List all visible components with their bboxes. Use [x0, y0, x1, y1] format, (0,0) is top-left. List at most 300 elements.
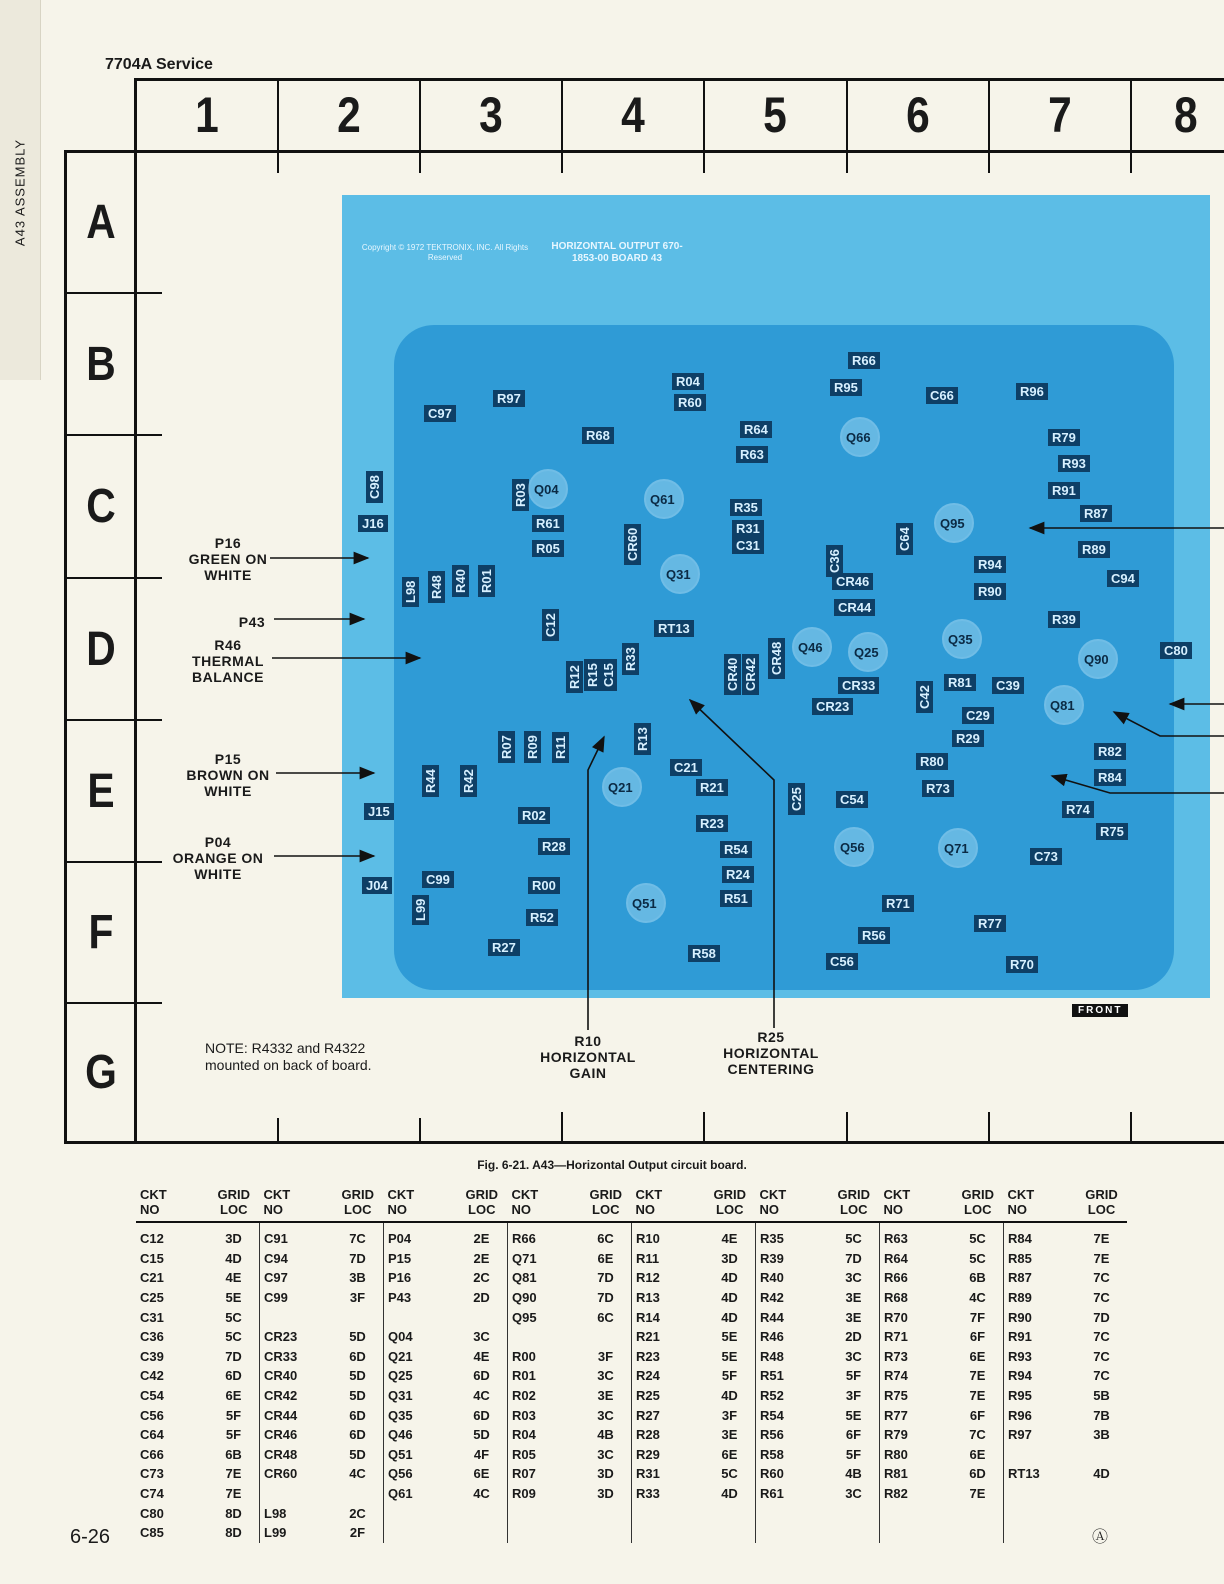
table-row — [136, 1268, 1127, 1288]
ckt-no-cell — [756, 1503, 829, 1523]
ckt-no-cell — [1004, 1503, 1077, 1523]
revision-mark: Ⓐ — [1092, 1529, 1109, 1546]
component-label-r56: R56 — [858, 927, 890, 944]
grid-loc-cell: 5E — [704, 1347, 756, 1367]
component-label-c15: C15 — [600, 659, 617, 691]
table-header-grid: GRID LOC — [332, 1187, 384, 1222]
component-label-q21: Q21 — [608, 780, 633, 795]
grid-loc-cell: 3B — [332, 1268, 384, 1288]
component-label-r02: R02 — [518, 807, 550, 824]
ckt-no-cell: Q35 — [388, 1407, 413, 1423]
table-row — [136, 1523, 1127, 1543]
component-label-r11: R11 — [552, 732, 569, 763]
ckt-no-cell: R03 — [512, 1407, 536, 1423]
table-row — [136, 1347, 1127, 1367]
grid-loc-cell: 6D — [332, 1405, 384, 1425]
ckt-no-cell: R11 — [636, 1250, 660, 1266]
callout-p16: P16 GREEN ON WHITE — [188, 535, 268, 583]
grid-loc-cell: 6B — [208, 1445, 260, 1465]
grid-loc-cell: 6D — [332, 1347, 384, 1367]
ckt-no-cell: C39 — [140, 1348, 164, 1364]
grid-loc-cell: 7E — [952, 1484, 1004, 1504]
component-label-j16: J16 — [358, 515, 388, 532]
ckt-no-cell: R91 — [1008, 1329, 1032, 1345]
component-label-c98: C98 — [366, 471, 383, 503]
ckt-no-cell: RT13 — [1008, 1466, 1040, 1482]
ckt-no-cell: P04 — [388, 1231, 412, 1247]
ckt-no-cell: R73 — [884, 1348, 908, 1364]
grid-row-e: E — [87, 764, 115, 818]
ckt-no-cell — [384, 1523, 457, 1543]
callout-p15: P15 BROWN ON WHITE — [186, 751, 270, 799]
component-label-r70: R70 — [1006, 956, 1038, 973]
ckt-no-cell — [632, 1503, 705, 1523]
grid-loc-cell: 6D — [208, 1366, 260, 1386]
component-label-r87: R87 — [1080, 505, 1112, 522]
grid-loc-cell: 2D — [456, 1288, 508, 1308]
ckt-no-cell: R66 — [512, 1231, 536, 1247]
table-row — [136, 1464, 1127, 1484]
component-label-cr46: CR46 — [832, 573, 873, 590]
grid-loc-cell: 4B — [828, 1464, 880, 1484]
ckt-no-cell: Q25 — [388, 1368, 413, 1384]
callout-r46: R46 THERMAL BALANCE — [192, 637, 264, 685]
grid-loc-cell: 3C — [828, 1484, 880, 1504]
table-header-grid: GRID LOC — [208, 1187, 260, 1222]
ckt-no-cell: R31 — [636, 1466, 660, 1482]
grid-loc-cell: 6F — [952, 1327, 1004, 1347]
ckt-no-cell: R75 — [884, 1388, 908, 1404]
grid-loc-cell: 6D — [952, 1464, 1004, 1484]
ckt-no-cell: R95 — [1008, 1388, 1032, 1404]
grid-loc-cell: 7E — [1093, 1231, 1110, 1247]
ckt-no-cell: R81 — [884, 1466, 908, 1482]
component-label-q95: Q95 — [940, 516, 965, 531]
grid-row-c: C — [86, 480, 116, 533]
ckt-no-cell: C99 — [264, 1290, 288, 1306]
grid-loc-cell: 5F — [208, 1405, 260, 1425]
grid-loc-cell: 5D — [332, 1445, 384, 1465]
ckt-no-cell: C73 — [140, 1466, 164, 1482]
grid-loc-cell: 6D — [456, 1405, 508, 1425]
component-label-r63: R63 — [736, 446, 768, 463]
grid-loc-cell: 7D — [208, 1347, 260, 1367]
grid-loc-cell: 6F — [828, 1425, 880, 1445]
grid-loc-cell: 5C — [952, 1222, 1004, 1249]
component-label-q66: Q66 — [846, 430, 871, 445]
ckt-no-cell: R58 — [760, 1446, 784, 1462]
table-header-ckt: CKT NO — [260, 1187, 333, 1222]
ckt-no-cell: CR46 — [264, 1427, 298, 1443]
component-label-r82: R82 — [1094, 743, 1126, 760]
grid-loc-cell: 7C — [1093, 1329, 1110, 1345]
table-row — [136, 1445, 1127, 1465]
table-row — [136, 1222, 1127, 1249]
component-label-c64: C64 — [896, 523, 913, 555]
component-label-c21: C21 — [670, 759, 702, 776]
component-label-c97: C97 — [424, 405, 456, 422]
grid-row-d: D — [86, 622, 116, 676]
component-label-c56: C56 — [826, 953, 858, 970]
ckt-no-cell: P15 — [388, 1250, 412, 1266]
ckt-no-cell: R74 — [884, 1368, 908, 1384]
grid-loc-cell: 7C — [1093, 1348, 1110, 1364]
component-label-cr40: CR40 — [724, 654, 741, 695]
component-label-r13: R13 — [634, 723, 651, 755]
ckt-no-cell: R77 — [884, 1407, 908, 1423]
grid-col-7: 7 — [1048, 87, 1072, 143]
component-label-r95: R95 — [830, 379, 862, 396]
grid-loc-cell — [456, 1523, 508, 1543]
ckt-no-cell: R89 — [1008, 1290, 1032, 1306]
component-label-r01: R01 — [478, 565, 495, 597]
page-header-title: 7704A Service — [105, 56, 213, 73]
component-label-l99: L99 — [412, 895, 429, 925]
ckt-no-cell: R13 — [636, 1290, 660, 1306]
table-row — [136, 1405, 1127, 1425]
component-label-r84: R84 — [1094, 769, 1126, 786]
component-label-cr60: CR60 — [624, 524, 641, 565]
ckt-no-cell: R04 — [512, 1427, 536, 1443]
grid-loc-cell — [580, 1503, 632, 1523]
ckt-no-cell: R42 — [760, 1290, 784, 1306]
ckt-no-cell: C12 — [140, 1231, 164, 1247]
ckt-no-cell: R52 — [760, 1388, 784, 1404]
grid-loc-cell: 7B — [1093, 1407, 1110, 1423]
component-label-cr42: CR42 — [742, 654, 759, 695]
component-label-q71: Q71 — [944, 841, 969, 856]
ckt-no-cell — [508, 1503, 581, 1523]
table-row — [136, 1503, 1127, 1523]
ckt-no-cell — [260, 1484, 333, 1504]
component-label-j15: J15 — [364, 803, 394, 820]
ckt-no-cell: R94 — [1008, 1368, 1032, 1384]
grid-loc-cell: 8D — [208, 1523, 260, 1543]
ckt-no-cell: R21 — [636, 1329, 660, 1345]
grid-loc-cell: 5B — [1093, 1388, 1110, 1404]
ckt-no-cell: Q90 — [512, 1290, 537, 1306]
grid-loc-cell: 2C — [456, 1268, 508, 1288]
grid-loc-cell: 4D — [704, 1268, 756, 1288]
ckt-no-cell: Q71 — [512, 1250, 537, 1266]
grid-loc-cell: 6D — [456, 1366, 508, 1386]
component-label-c39: C39 — [992, 677, 1024, 694]
component-label-r04: R04 — [672, 373, 704, 390]
ckt-no-cell — [1004, 1445, 1077, 1465]
grid-loc-cell: 4D — [704, 1288, 756, 1308]
table-row — [136, 1425, 1127, 1445]
grid-loc-cell: 7D — [1093, 1309, 1110, 1325]
grid-loc-cell: 4D — [704, 1386, 756, 1406]
callout-r10: R10 HORIZONTAL GAIN — [540, 1033, 636, 1081]
component-label-c54: C54 — [836, 791, 868, 808]
grid-loc-cell: 3C — [580, 1405, 632, 1425]
ckt-no-cell — [1004, 1523, 1077, 1543]
ckt-no-cell: L99 — [264, 1525, 287, 1541]
grid-loc-cell: 4E — [456, 1347, 508, 1367]
ckt-no-cell: CR42 — [264, 1388, 298, 1404]
component-label-cr44: CR44 — [834, 599, 875, 616]
ckt-no-cell: R29 — [636, 1446, 660, 1462]
ckt-no-cell: R80 — [884, 1446, 908, 1462]
grid-loc-cell: 2F — [332, 1523, 384, 1543]
grid-col-2: 2 — [337, 87, 361, 143]
grid-loc-cell: 7C — [332, 1222, 384, 1249]
component-label-r80: R80 — [916, 753, 948, 770]
figure-caption: Fig. 6-21. A43—Horizontal Output circuit board. — [477, 1158, 747, 1172]
ckt-no-cell: C21 — [140, 1270, 164, 1286]
component-label-r89: R89 — [1078, 541, 1110, 558]
grid-loc-cell: 3E — [704, 1425, 756, 1445]
grid-loc-cell: 3C — [828, 1347, 880, 1367]
grid-col-8: 8 — [1174, 87, 1198, 143]
ckt-no-cell — [384, 1503, 457, 1523]
component-label-c66: C66 — [926, 387, 958, 404]
ckt-no-cell: R87 — [1008, 1270, 1032, 1286]
ckt-no-cell: R07 — [512, 1466, 536, 1482]
ckt-no-cell: R35 — [760, 1231, 784, 1247]
grid-loc-cell — [580, 1327, 632, 1347]
board-note: NOTE: R4332 and R4322 mounted on back of board. — [205, 1040, 372, 1073]
ckt-no-cell: Q21 — [388, 1348, 413, 1364]
table-row — [136, 1327, 1127, 1347]
component-label-r12: R12 — [566, 661, 583, 693]
ckt-no-cell — [1004, 1484, 1077, 1504]
component-label-l98: L98 — [402, 577, 419, 607]
component-label-cr33: CR33 — [838, 677, 879, 694]
component-label-r68: R68 — [582, 427, 614, 444]
ckt-no-cell: R51 — [760, 1368, 784, 1384]
grid-loc-cell: 5F — [208, 1425, 260, 1445]
grid-loc-cell: 3E — [580, 1386, 632, 1406]
component-label-r77: R77 — [974, 915, 1006, 932]
grid-loc-cell: 5D — [332, 1327, 384, 1347]
ckt-no-cell: P43 — [388, 1290, 412, 1306]
component-label-c12: C12 — [542, 609, 559, 641]
ckt-no-cell: R48 — [760, 1348, 784, 1364]
ckt-no-cell: R84 — [1008, 1231, 1032, 1247]
component-label-c31: C31 — [732, 537, 764, 554]
grid-loc-cell: 3C — [580, 1366, 632, 1386]
component-label-r15: R15 — [584, 659, 601, 691]
component-label-r61: R61 — [532, 515, 564, 532]
ckt-no-cell: CR44 — [264, 1407, 298, 1423]
ckt-no-cell: R01 — [512, 1368, 536, 1384]
ckt-no-cell: R82 — [884, 1486, 908, 1502]
component-label-c42: C42 — [916, 681, 933, 713]
component-label-r51: R51 — [720, 890, 752, 907]
grid-loc-cell: 5E — [208, 1288, 260, 1308]
ckt-no-cell — [880, 1523, 953, 1543]
ckt-no-cell: R14 — [636, 1309, 660, 1325]
grid-loc-cell: 4D — [704, 1484, 756, 1504]
grid-loc-cell — [828, 1503, 880, 1523]
component-label-c73: C73 — [1030, 848, 1062, 865]
component-label-r73: R73 — [922, 780, 954, 797]
ckt-no-cell — [632, 1523, 705, 1543]
component-label-r24: R24 — [722, 866, 754, 883]
grid-loc-cell: 7E — [208, 1464, 260, 1484]
grid-row-b: B — [86, 337, 116, 391]
ckt-no-cell: Q81 — [512, 1270, 537, 1286]
ckt-no-cell: CR48 — [264, 1446, 298, 1462]
callout-p43: P43 — [238, 614, 266, 630]
ckt-no-cell: Q46 — [388, 1427, 413, 1443]
component-label-r52: R52 — [526, 909, 558, 926]
table-header-ckt: CKT NO — [1004, 1187, 1077, 1222]
ckt-no-cell: R39 — [760, 1250, 784, 1266]
component-label-r31: R31 — [732, 520, 764, 537]
component-label-q46: Q46 — [798, 640, 823, 655]
component-label-r09: R09 — [524, 731, 541, 763]
component-label-c94: C94 — [1107, 570, 1139, 587]
grid-loc-cell: 7D — [580, 1268, 632, 1288]
grid-loc-cell: 3E — [828, 1288, 880, 1308]
grid-col-6: 6 — [906, 87, 930, 143]
ckt-no-cell: R25 — [636, 1388, 660, 1404]
side-tab-label: A43 ASSEMBLY — [12, 138, 28, 247]
grid-loc-cell: 4E — [208, 1268, 260, 1288]
grid-loc-cell: 5C — [208, 1307, 260, 1327]
ckt-no-cell — [508, 1327, 581, 1347]
grid-loc-cell: 7E — [952, 1386, 1004, 1406]
grid-col-4: 4 — [621, 87, 645, 143]
component-label-r71: R71 — [882, 895, 914, 912]
ckt-no-cell: CR40 — [264, 1368, 298, 1384]
component-label-r29: R29 — [952, 730, 984, 747]
grid-loc-cell: 7D — [332, 1249, 384, 1269]
grid-loc-cell: 4C — [456, 1484, 508, 1504]
ckt-no-cell — [260, 1307, 333, 1327]
grid-loc-cell — [1076, 1484, 1127, 1504]
ckt-no-cell: R09 — [512, 1486, 536, 1502]
component-label-r64: R64 — [740, 421, 772, 438]
grid-loc-cell: 5C — [952, 1249, 1004, 1269]
component-label-rt13: RT13 — [654, 620, 694, 637]
grid-loc-cell: 5E — [704, 1327, 756, 1347]
component-label-r93: R93 — [1058, 455, 1090, 472]
ckt-no-cell: R56 — [760, 1427, 784, 1443]
grid-loc-cell: 3F — [704, 1405, 756, 1425]
ckt-no-cell — [384, 1307, 457, 1327]
ckt-no-cell: R23 — [636, 1348, 660, 1364]
grid-loc-cell: 6E — [704, 1445, 756, 1465]
grid-loc-cell — [952, 1503, 1004, 1523]
component-label-r97: R97 — [493, 390, 525, 407]
grid-loc-cell — [456, 1503, 508, 1523]
grid-loc-cell: 4D — [1093, 1466, 1110, 1482]
ckt-no-cell: Q31 — [388, 1388, 413, 1404]
ckt-no-cell: C42 — [140, 1368, 164, 1384]
grid-row-f: F — [88, 906, 114, 959]
grid-loc-cell: 3B — [1093, 1427, 1110, 1443]
grid-loc-cell — [952, 1523, 1004, 1543]
component-label-r66: R66 — [848, 352, 880, 369]
grid-loc-cell: 5F — [704, 1366, 756, 1386]
component-label-r44: R44 — [422, 765, 439, 797]
grid-loc-cell: 4C — [952, 1288, 1004, 1308]
component-label-r79: R79 — [1048, 429, 1080, 446]
table-header-grid: GRID LOC — [456, 1187, 508, 1222]
grid-loc-cell: 3D — [704, 1249, 756, 1269]
ckt-no-cell: R28 — [636, 1427, 660, 1443]
callout-p04: P04 ORANGE ON WHITE — [172, 834, 264, 882]
ckt-no-cell: CR33 — [264, 1348, 298, 1364]
component-label-q56: Q56 — [840, 840, 865, 855]
ckt-no-cell: C56 — [140, 1407, 164, 1423]
grid-loc-cell — [1076, 1503, 1127, 1523]
grid-col-5: 5 — [763, 87, 787, 143]
grid-loc-cell: 7D — [828, 1249, 880, 1269]
component-label-c25: C25 — [788, 783, 805, 815]
component-label-q25: Q25 — [854, 645, 879, 660]
grid-loc-cell: 7C — [1093, 1290, 1110, 1306]
table-header-ckt: CKT NO — [756, 1187, 829, 1222]
table-row — [136, 1386, 1127, 1406]
component-label-r96: R96 — [1016, 383, 1048, 400]
grid-row-a: A — [86, 195, 116, 249]
ckt-no-cell: R33 — [636, 1486, 660, 1502]
grid-loc-cell: 5F — [828, 1366, 880, 1386]
ckt-no-cell: L98 — [264, 1505, 287, 1521]
grid-loc-cell: 2D — [828, 1327, 880, 1347]
ckt-no-cell: R60 — [760, 1466, 784, 1482]
table-header-ckt: CKT NO — [384, 1187, 457, 1222]
grid-loc-cell: 3E — [828, 1307, 880, 1327]
grid-loc-cell: 6B — [952, 1268, 1004, 1288]
grid-loc-cell: 7E — [208, 1484, 260, 1504]
grid-loc-cell — [332, 1307, 384, 1327]
ckt-no-cell: C74 — [140, 1486, 164, 1502]
grid-loc-cell: 3F — [332, 1288, 384, 1308]
component-label-r48: R48 — [428, 571, 445, 603]
ckt-no-cell: R10 — [636, 1231, 660, 1247]
ckt-no-cell: R64 — [884, 1250, 908, 1266]
table-header-ckt: CKT NO — [880, 1187, 953, 1222]
grid-loc-cell: 7C — [1093, 1368, 1110, 1384]
component-label-q31: Q31 — [666, 567, 691, 582]
table-row — [136, 1249, 1127, 1269]
grid-loc-cell — [704, 1523, 756, 1543]
callout-r25: R25 HORIZONTAL CENTERING — [723, 1029, 819, 1077]
component-label-r74: R74 — [1062, 801, 1094, 818]
ckt-no-cell: C36 — [140, 1329, 164, 1345]
ckt-no-cell: R27 — [636, 1407, 660, 1423]
table-row — [136, 1288, 1127, 1308]
ckt-no-cell: R24 — [636, 1368, 660, 1384]
grid-loc-cell: 3C — [580, 1445, 632, 1465]
component-label-c36: C36 — [826, 545, 843, 577]
component-label-r40: R40 — [452, 565, 469, 597]
component-label-r54: R54 — [720, 841, 752, 858]
grid-loc-cell: 7C — [952, 1425, 1004, 1445]
grid-loc-cell: 6E — [456, 1464, 508, 1484]
grid-loc-cell: 4E — [704, 1222, 756, 1249]
grid-loc-cell: 6C — [580, 1222, 632, 1249]
ckt-no-cell: C31 — [140, 1309, 164, 1325]
ckt-no-cell: C91 — [264, 1231, 288, 1247]
ckt-no-cell: R93 — [1008, 1348, 1032, 1364]
grid-loc-cell: 2E — [456, 1222, 508, 1249]
grid-loc-cell: 3C — [456, 1327, 508, 1347]
ckt-no-cell: C64 — [140, 1427, 164, 1443]
grid-loc-cell: 3C — [828, 1268, 880, 1288]
component-label-r00: R00 — [528, 877, 560, 894]
ckt-no-cell: R02 — [512, 1388, 536, 1404]
grid-loc-cell: 5C — [208, 1327, 260, 1347]
ckt-no-cell: Q04 — [388, 1329, 413, 1345]
grid-loc-cell: 4C — [332, 1464, 384, 1484]
